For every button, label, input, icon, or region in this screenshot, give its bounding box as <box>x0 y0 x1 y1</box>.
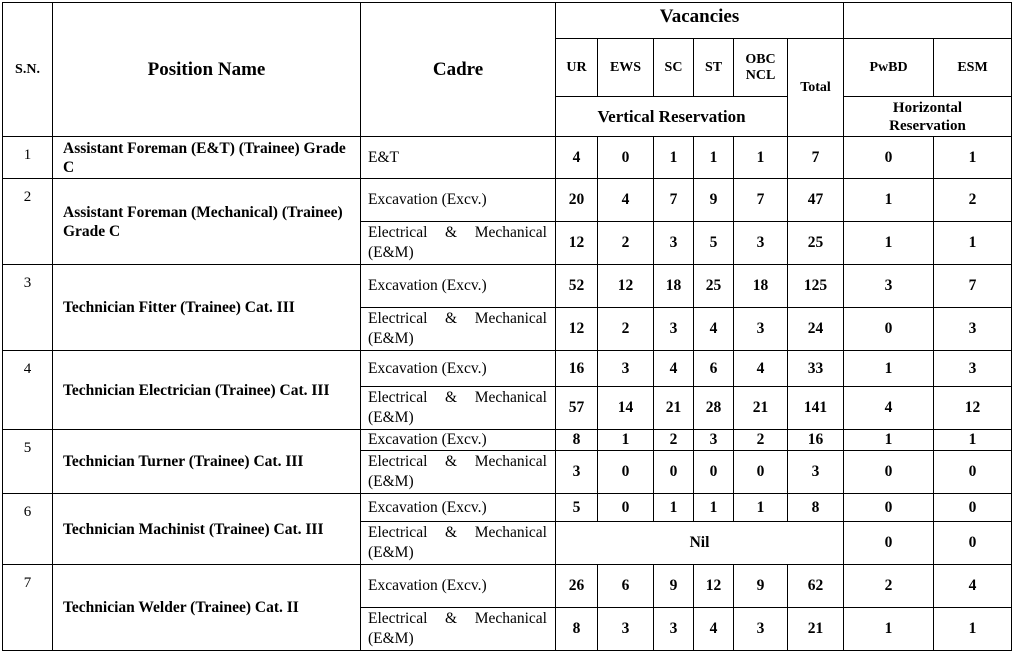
header-horizontal-reservation <box>844 97 1012 137</box>
cell-esm: 4 <box>934 565 1012 608</box>
cell-sc: 3 <box>654 608 694 651</box>
cell-total: 47 <box>788 179 844 222</box>
cell-pwbd: 1 <box>844 222 934 265</box>
cell-esm: 1 <box>934 430 1012 451</box>
cell-total: 25 <box>788 222 844 265</box>
cell-pwbd: 4 <box>844 387 934 430</box>
cell-obc: 9 <box>734 565 788 608</box>
cell-ur: 4 <box>556 137 598 179</box>
header-vertical-reservation: Vertical Reservation <box>556 97 788 137</box>
cell-sc: 9 <box>654 565 694 608</box>
table-row <box>3 265 1012 308</box>
header-ur: UR <box>556 39 598 97</box>
row-position: Assistant Foreman (Mechanical) (Trainee) Grade C <box>53 179 361 265</box>
row-sn: 1 <box>3 137 53 179</box>
cell-sc: 2 <box>654 430 694 451</box>
cell-nil: Nil <box>556 522 844 565</box>
cell-sc: 7 <box>654 179 694 222</box>
cell-ews: 0 <box>598 451 654 494</box>
cell-esm: 1 <box>934 608 1012 651</box>
cell-ur: 12 <box>556 308 598 351</box>
cell-esm: 3 <box>934 351 1012 387</box>
cell-ews: 2 <box>598 222 654 265</box>
cell-ews: 14 <box>598 387 654 430</box>
header-horizontal-line2: Reservation <box>889 117 966 134</box>
cell-sc: 4 <box>654 351 694 387</box>
row-cadre: Electrical & Mechanical (E&M) <box>361 522 556 565</box>
cell-st: 1 <box>694 137 734 179</box>
row-cadre: Excavation (Excv.) <box>361 494 556 522</box>
cell-ews: 0 <box>598 494 654 522</box>
cell-pwbd: 0 <box>844 308 934 351</box>
cell-total: 21 <box>788 608 844 651</box>
cell-st: 1 <box>694 494 734 522</box>
row-position: Technician Machinist (Trainee) Cat. III <box>53 494 361 565</box>
row-sn: 2 <box>3 179 53 265</box>
cell-obc: 0 <box>734 451 788 494</box>
cell-esm: 0 <box>934 522 1012 565</box>
cell-esm: 0 <box>934 451 1012 494</box>
header-cadre: Cadre <box>361 3 556 137</box>
cell-esm: 1 <box>934 222 1012 265</box>
header-obc-ncl <box>734 39 788 97</box>
cell-st: 3 <box>694 430 734 451</box>
header-total: Total <box>788 39 844 137</box>
cell-obc: 3 <box>734 608 788 651</box>
cell-sc: 3 <box>654 308 694 351</box>
cell-ews: 3 <box>598 608 654 651</box>
header-blank <box>844 3 1012 39</box>
cell-ews: 12 <box>598 265 654 308</box>
row-position: Assistant Foreman (E&T) (Trainee) Grade C <box>53 137 361 179</box>
cell-sc: 1 <box>654 137 694 179</box>
row-cadre: Excavation (Excv.) <box>361 179 556 222</box>
cell-ur: 5 <box>556 494 598 522</box>
row-sn: 6 <box>3 494 53 565</box>
row-cadre: Excavation (Excv.) <box>361 565 556 608</box>
cell-ews: 0 <box>598 137 654 179</box>
cell-total: 24 <box>788 308 844 351</box>
header-esm: ESM <box>934 39 1012 97</box>
row-position: Technician Turner (Trainee) Cat. III <box>53 430 361 494</box>
row-cadre: Excavation (Excv.) <box>361 265 556 308</box>
cell-ews: 6 <box>598 565 654 608</box>
cell-pwbd: 1 <box>844 179 934 222</box>
cell-sc: 3 <box>654 222 694 265</box>
cell-obc: 7 <box>734 179 788 222</box>
row-position: Technician Welder (Trainee) Cat. II <box>53 565 361 651</box>
cell-pwbd: 0 <box>844 451 934 494</box>
cell-ur: 12 <box>556 222 598 265</box>
cell-obc: 1 <box>734 494 788 522</box>
cell-sc: 1 <box>654 494 694 522</box>
row-cadre: E&T <box>361 137 556 179</box>
cell-ews: 2 <box>598 308 654 351</box>
header-sn: S.N. <box>3 3 53 137</box>
cell-st: 5 <box>694 222 734 265</box>
table-row <box>3 494 1012 522</box>
cell-pwbd: 1 <box>844 351 934 387</box>
header-pwbd: PwBD <box>844 39 934 97</box>
table-row <box>3 351 1012 387</box>
cell-st: 4 <box>694 608 734 651</box>
cell-ur: 57 <box>556 387 598 430</box>
cell-total: 125 <box>788 265 844 308</box>
cell-ur: 3 <box>556 451 598 494</box>
row-cadre: Electrical & Mechanical (E&M) <box>361 222 556 265</box>
cell-esm: 12 <box>934 387 1012 430</box>
cell-total: 3 <box>788 451 844 494</box>
cell-ur: 20 <box>556 179 598 222</box>
cell-ews: 4 <box>598 179 654 222</box>
cell-obc: 18 <box>734 265 788 308</box>
cell-total: 16 <box>788 430 844 451</box>
row-sn: 5 <box>3 430 53 494</box>
header-sc: SC <box>654 39 694 97</box>
header-obc-line1: OBC <box>745 51 776 67</box>
cell-st: 0 <box>694 451 734 494</box>
row-sn: 7 <box>3 565 53 651</box>
cell-st: 25 <box>694 265 734 308</box>
cell-ur: 8 <box>556 430 598 451</box>
cell-obc: 4 <box>734 351 788 387</box>
row-cadre: Electrical & Mechanical (E&M) <box>361 387 556 430</box>
cell-pwbd: 2 <box>844 565 934 608</box>
table-row <box>3 565 1012 608</box>
cell-ews: 1 <box>598 430 654 451</box>
cell-st: 12 <box>694 565 734 608</box>
cell-st: 9 <box>694 179 734 222</box>
cell-ur: 52 <box>556 265 598 308</box>
header-horizontal-line1: Horizontal <box>892 99 963 116</box>
row-position: Technician Electrician (Trainee) Cat. III <box>53 351 361 430</box>
row-sn: 4 <box>3 351 53 430</box>
row-cadre: Electrical & Mechanical (E&M) <box>361 308 556 351</box>
cell-sc: 0 <box>654 451 694 494</box>
cell-total: 7 <box>788 137 844 179</box>
cell-st: 6 <box>694 351 734 387</box>
cell-esm: 7 <box>934 265 1012 308</box>
row-cadre: Electrical & Mechanical (E&M) <box>361 451 556 494</box>
header-vacancies: Vacancies <box>556 3 844 39</box>
table-row <box>3 430 1012 451</box>
cell-total: 33 <box>788 351 844 387</box>
cell-obc: 1 <box>734 137 788 179</box>
cell-pwbd: 1 <box>844 430 934 451</box>
header-position-name: Position Name <box>53 3 361 137</box>
cell-obc: 3 <box>734 222 788 265</box>
cell-st: 4 <box>694 308 734 351</box>
row-position: Technician Fitter (Trainee) Cat. III <box>53 265 361 351</box>
vacancy-table-container <box>2 2 1012 651</box>
cell-ur: 26 <box>556 565 598 608</box>
cell-obc: 21 <box>734 387 788 430</box>
header-obc-line2: NCL <box>745 67 776 83</box>
row-cadre: Excavation (Excv.) <box>361 430 556 451</box>
cell-esm: 0 <box>934 494 1012 522</box>
table-row <box>3 137 1012 179</box>
cell-total: 141 <box>788 387 844 430</box>
cell-ur: 16 <box>556 351 598 387</box>
cell-sc: 18 <box>654 265 694 308</box>
header-st: ST <box>694 39 734 97</box>
cell-esm: 3 <box>934 308 1012 351</box>
row-cadre: Electrical & Mechanical (E&M) <box>361 608 556 651</box>
header-ews: EWS <box>598 39 654 97</box>
cell-pwbd: 1 <box>844 608 934 651</box>
cell-ur: 8 <box>556 608 598 651</box>
row-cadre: Excavation (Excv.) <box>361 351 556 387</box>
cell-st: 28 <box>694 387 734 430</box>
cell-pwbd: 0 <box>844 522 934 565</box>
cell-total: 62 <box>788 565 844 608</box>
cell-obc: 3 <box>734 308 788 351</box>
cell-obc: 2 <box>734 430 788 451</box>
cell-sc: 21 <box>654 387 694 430</box>
cell-esm: 1 <box>934 137 1012 179</box>
row-sn: 3 <box>3 265 53 351</box>
cell-total: 8 <box>788 494 844 522</box>
cell-pwbd: 0 <box>844 137 934 179</box>
cell-ews: 3 <box>598 351 654 387</box>
table-row <box>3 179 1012 222</box>
cell-pwbd: 0 <box>844 494 934 522</box>
cell-esm: 2 <box>934 179 1012 222</box>
cell-pwbd: 3 <box>844 265 934 308</box>
vacancy-table <box>2 2 1012 651</box>
